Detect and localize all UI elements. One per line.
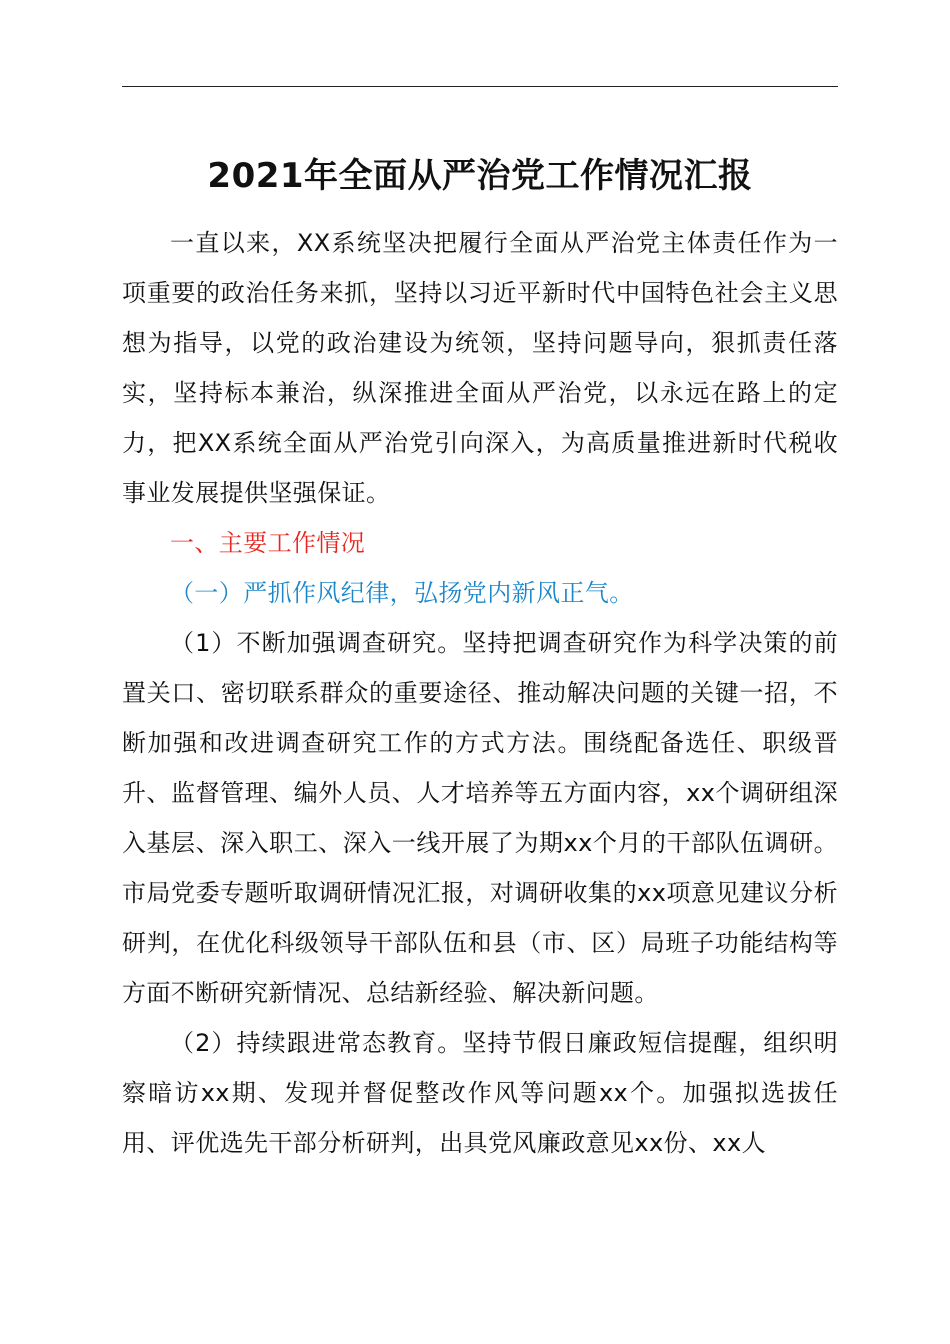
- item-paragraph-2: （2）持续跟进常态教育。坚持节假日廉政短信提醒，组织明察暗访xx期、发现并督促整改作风等问题xx个。加强拟选拔任用、评优选先干部分析研判，出具党风廉政意见xx份、xx人: [122, 1029, 838, 1157]
- intro-paragraph: 一直以来，XX系统坚决把履行全面从严治党主体责任作为一项重要的政治任务来抓，坚持以习近平新时代中国特色社会主义思想为指导，以党的政治建设为统领，坚持问题导向，狠抓责任落实，坚持标本兼治，纵深推进全面从严治党，以永远在路上的定力，把XX系统全面从严治党引向深入，为高质量推进新时代税收事业发展提供坚强保证。: [122, 229, 838, 507]
- document-body: [122, 150, 838, 1168]
- header-rule: [122, 86, 838, 87]
- section-heading: 一、主要工作情况: [170, 529, 366, 557]
- document-title: 2021年全面从严治党工作情况汇报: [207, 156, 753, 196]
- subsection-heading: （一）严抓作风纪律，弘扬党内新风正气。: [170, 579, 634, 607]
- item-paragraph-1: （1）不断加强调查研究。坚持把调查研究作为科学决策的前置关口、密切联系群众的重要途径、推动解决问题的关键一招，不断加强和改进调查研究工作的方式方法。围绕配备选任、职级晋升、监督管理、编外人员、人才培养等五方面内容，xx个调研组深入基层、深入职工、深入一线开展了为期xx个月的干部队伍调研。市局党委专题听取调研情况汇报，对调研收集的xx项意见建议分析研判，在优化科级领导干部队伍和县（市、区）局班子功能结构等方面不断研究新情况、总结新经验、解决新问题。: [122, 629, 838, 1007]
